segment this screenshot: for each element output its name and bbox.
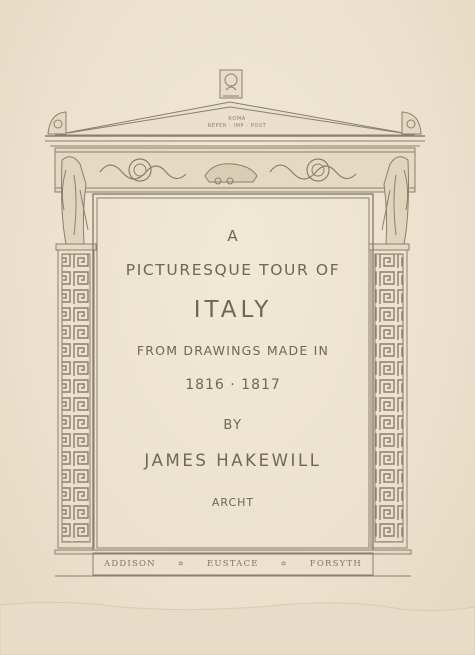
star-separator-icon: ✡: [280, 560, 288, 568]
years: 1816 · 1817: [185, 377, 281, 393]
pediment-inscription: [187, 116, 287, 130]
footer-name-addison: ADDISON: [104, 559, 156, 569]
subtitle: FROM DRAWINGS MADE IN: [136, 343, 330, 358]
paper-fold: [0, 602, 475, 655]
title-line-1: PICTURESQUE TOUR OF: [125, 261, 341, 279]
author-title: ARCHT: [211, 496, 255, 509]
star-separator-icon: ✡: [177, 560, 185, 568]
by-label: BY: [223, 418, 243, 433]
footer-names: [93, 553, 373, 575]
footer-name-forsyth: FORSYTH: [309, 559, 362, 569]
title-article: A: [227, 227, 239, 245]
title-panel: [100, 201, 366, 544]
pediment-inscription-line1: ROMA: [228, 116, 246, 122]
author-name: JAMES HAKEWILL: [144, 451, 322, 470]
footer-name-eustace: EUSTACE: [206, 559, 259, 569]
acroterion-ornament: [220, 70, 242, 98]
sculpted-frieze: [55, 148, 415, 192]
right-pilaster: [369, 244, 409, 548]
left-pilaster: [56, 244, 96, 548]
title-line-2: ITALY: [193, 297, 273, 323]
pediment-inscription-line2: REPER · IMP · POST: [207, 123, 267, 129]
